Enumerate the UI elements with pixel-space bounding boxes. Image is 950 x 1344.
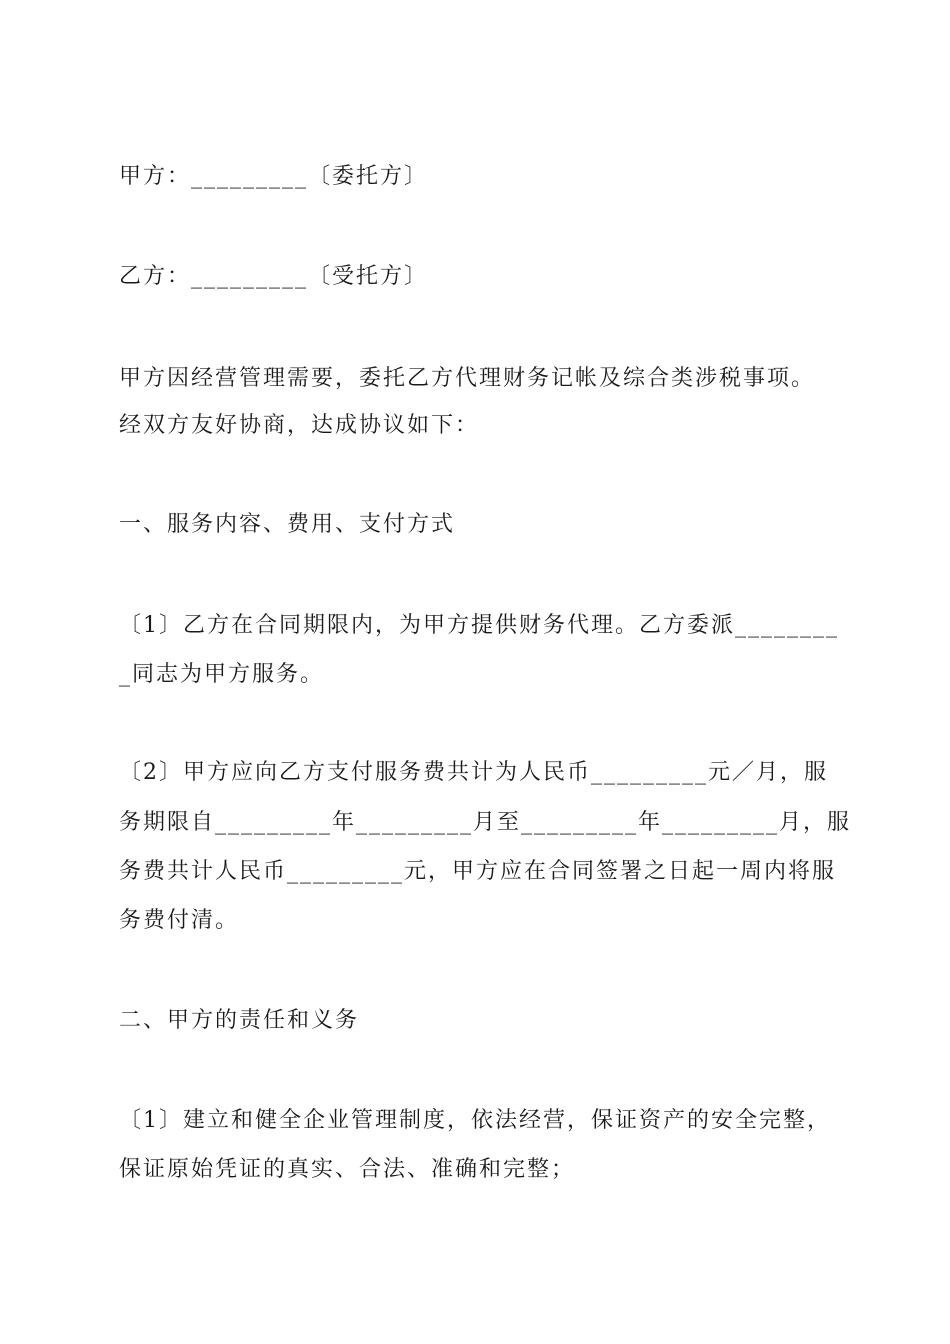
- clause-1-2-line-1: 〔2〕甲方应向乙方支付服务费共计为人民币_________元／月，服: [119, 760, 828, 785]
- section-1-heading: 一、服务内容、费用、支付方式: [119, 512, 456, 537]
- section-2-heading: 二、甲方的责任和义务: [119, 1008, 360, 1033]
- clause-1-2-line-2: 务期限自_________年_________月至_________年_________月，服: [119, 810, 852, 835]
- clause-1-2-line-3: 务费共计人民币_________元，甲方应在合同签署之日起一周内将服: [119, 859, 837, 884]
- clause-1-1-line-2: _同志为甲方服务。: [119, 662, 325, 687]
- clause-2-1-line-1: 〔1〕建立和健全企业管理制度，依法经营，保证资产的安全完整，: [119, 1108, 831, 1133]
- clause-2-1-line-2: 保证原始凭证的真实、合法、准确和完整；: [119, 1157, 576, 1182]
- party-a-line: 甲方：_________〔委托方〕: [119, 164, 429, 189]
- preamble-line-1: 甲方因经营管理需要，委托乙方代理财务记帐及综合类涉税事项。: [119, 366, 816, 391]
- preamble-line-2: 经双方友好协商，达成协议如下：: [119, 413, 480, 438]
- clause-1-1-line-1: 〔1〕乙方在合同期限内，为甲方提供财务代理。乙方委派________: [119, 613, 839, 638]
- clause-1-2-line-4: 务费付清。: [119, 908, 240, 933]
- party-b-line: 乙方：_________〔受托方〕: [119, 264, 429, 289]
